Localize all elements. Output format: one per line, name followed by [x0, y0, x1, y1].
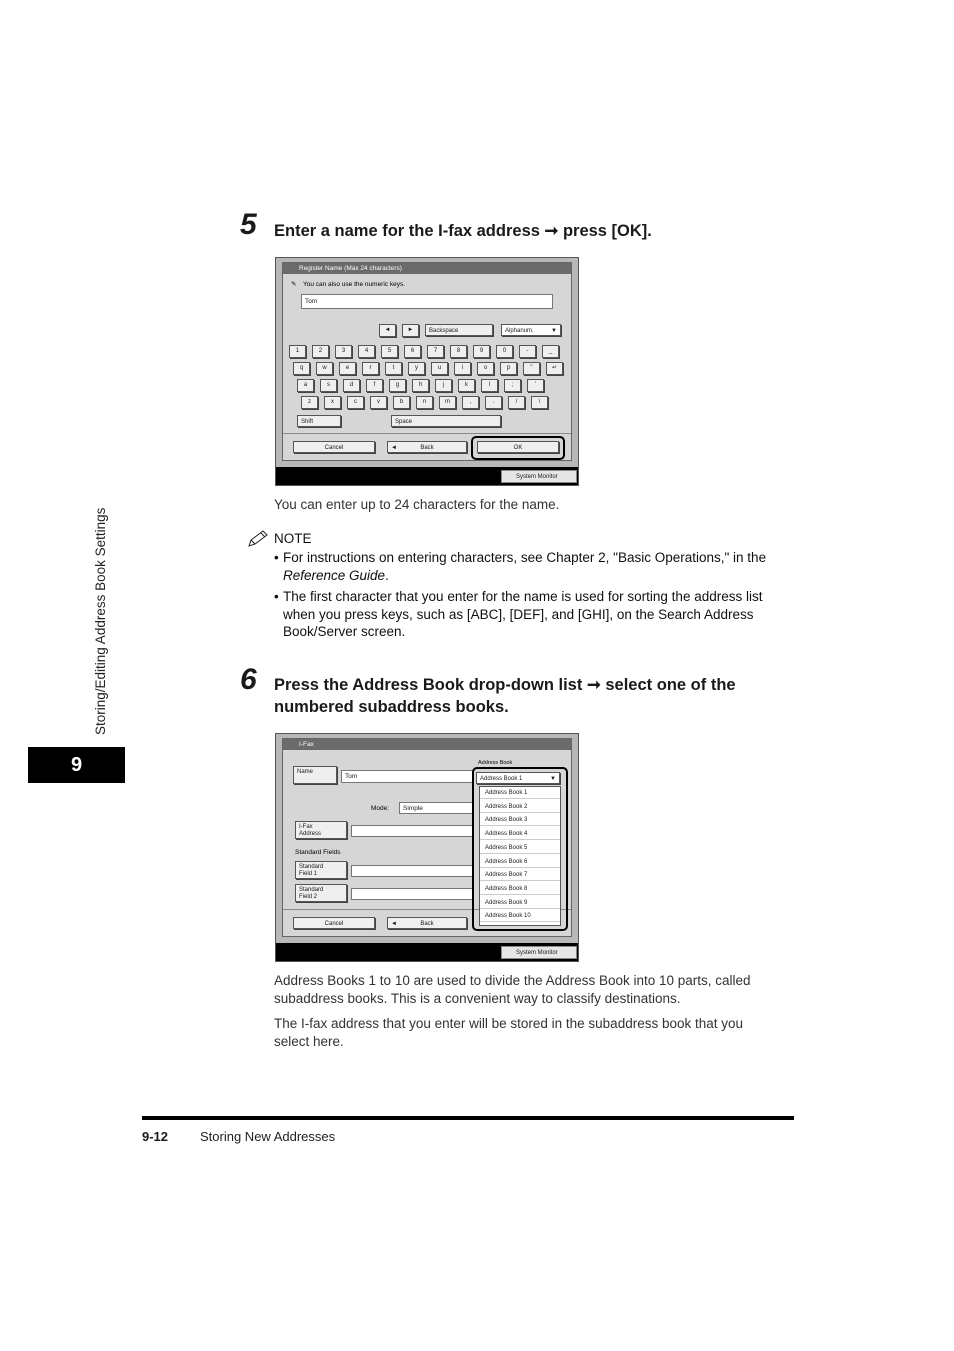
key-button[interactable]: ;: [504, 379, 521, 392]
note-pencil-icon: [246, 529, 270, 554]
back-label: Back: [420, 445, 434, 451]
key-button[interactable]: w: [316, 362, 333, 375]
ifax-address-field[interactable]: [351, 825, 473, 837]
key-button[interactable]: 5: [381, 345, 398, 358]
address-book-label: Address Book: [478, 760, 513, 766]
key-button[interactable]: y: [408, 362, 425, 375]
para2-line-1: The I-fax address that you enter will be stored in the subaddress book that you: [274, 1016, 744, 1031]
key-button[interactable]: 3: [335, 345, 352, 358]
key-button[interactable]: q: [293, 362, 310, 375]
key-button[interactable]: c: [347, 396, 364, 409]
address-book-option[interactable]: Address Book 4: [480, 828, 560, 840]
back-arrow-icon: ◄: [391, 921, 397, 927]
key-button[interactable]: l: [481, 379, 498, 392]
backspace-button[interactable]: Backspace: [425, 324, 493, 336]
shift-button[interactable]: Shift: [297, 415, 341, 427]
key-button[interactable]: 9: [473, 345, 490, 358]
address-book-option[interactable]: Address Book 3: [480, 814, 560, 826]
address-book-option[interactable]: Address Book 6: [480, 856, 560, 868]
key-button[interactable]: e: [339, 362, 356, 375]
key-button[interactable]: 8: [450, 345, 467, 358]
key-button[interactable]: _: [542, 345, 559, 358]
key-button[interactable]: ,: [462, 396, 479, 409]
para2-line-2: select here.: [274, 1033, 344, 1049]
cursor-right-button[interactable]: ►: [402, 324, 419, 337]
standard-field-2-button[interactable]: [295, 884, 347, 902]
address-book-option[interactable]: Address Book 8: [480, 883, 560, 895]
space-button[interactable]: Space: [391, 415, 501, 427]
std2-label-1: Standard: [299, 887, 324, 893]
cancel-button[interactable]: Cancel: [293, 917, 375, 929]
screen-title: Register Name (Max 24 characters): [283, 263, 571, 274]
step-6-text-a: Press the Address Book drop-down list: [274, 676, 583, 694]
input-mode-value: Alphanum.: [505, 328, 534, 334]
name-button[interactable]: Name: [293, 766, 337, 784]
step-6-text-b: select one of the: [605, 676, 736, 694]
chapter-tab: 9: [28, 747, 125, 783]
ifax-label-2: Address: [299, 831, 322, 837]
key-button[interactable]: 6: [404, 345, 421, 358]
note-label: NOTE: [274, 531, 312, 546]
note-bullet-2-line-2: when you press keys, such as [ABC], [DEF], and [GHI], on the Search Address: [283, 606, 754, 622]
register-name-screenshot: [275, 257, 579, 486]
name-input[interactable]: Tom: [301, 294, 553, 309]
std1-label-1: Standard: [299, 864, 324, 870]
para1-line-1: Address Books 1 to 10 are used to divide the Address Book into 10 parts, called: [274, 973, 751, 988]
key-button[interactable]: 0: [496, 345, 513, 358]
footer-title: Storing New Addresses: [200, 1129, 336, 1144]
key-button[interactable]: f: [366, 379, 383, 392]
mode-label: Mode:: [371, 805, 390, 812]
cursor-left-button[interactable]: ◄: [379, 324, 396, 337]
input-mode-select[interactable]: [501, 324, 561, 336]
arrow-icon: ➞: [544, 222, 559, 240]
key-button[interactable]: z: [301, 396, 318, 409]
std1-label-2: Field 1: [299, 871, 318, 877]
chevron-down-icon: ▼: [550, 776, 556, 782]
note-bullet-2-line-3: Book/Server screen.: [283, 624, 406, 639]
step-5-instruction: [274, 220, 652, 242]
key-button[interactable]: t: [385, 362, 402, 375]
address-book-option[interactable]: Address Book 2: [480, 801, 560, 813]
system-monitor-button[interactable]: System Monitor: [501, 470, 577, 483]
key-button[interactable]: n: [416, 396, 433, 409]
key-button[interactable]: u: [431, 362, 448, 375]
keyboard-icon: ✎: [291, 281, 297, 288]
standard-field-2-input[interactable]: [351, 888, 473, 900]
side-section-label: Storing/Editing Address Book Settings: [93, 507, 108, 735]
page-number: 9-12: [142, 1129, 169, 1144]
standard-fields-label: Standard Fields: [295, 849, 341, 856]
ifax-screenshot: [275, 733, 579, 962]
standard-field-1-button[interactable]: [295, 861, 347, 879]
cancel-button[interactable]: Cancel: [293, 441, 375, 453]
footer-rule: [142, 1116, 794, 1120]
key-button[interactable]: b: [393, 396, 410, 409]
name-field[interactable]: Tom: [341, 770, 473, 783]
key-button[interactable]: ": [523, 362, 540, 375]
address-book-option[interactable]: Address Book 9: [480, 897, 560, 909]
ok-button[interactable]: OK: [477, 441, 559, 453]
back-button[interactable]: [387, 441, 467, 453]
address-book-option[interactable]: Address Book 1: [480, 787, 560, 799]
note-bullet-1-period: .: [385, 567, 389, 583]
key-button[interactable]: x: [324, 396, 341, 409]
back-label: Back: [420, 921, 434, 927]
step-6-paragraph-1: [274, 972, 751, 1007]
chevron-down-icon: ▼: [551, 328, 557, 334]
note-bullet-2: • The first character that you enter for the name is used for sorting the address list when you press keys, such as [ABC], [DEF], and [GHI], on the Search Address Book/Server screen.: [274, 589, 763, 639]
key-button[interactable]: -: [519, 345, 536, 358]
numeric-hint: You can also use the numeric keys.: [303, 281, 406, 288]
key-button[interactable]: m: [439, 396, 456, 409]
key-button[interactable]: \: [531, 396, 548, 409]
address-book-option[interactable]: Address Book 10: [480, 910, 560, 922]
key-button[interactable]: 4: [358, 345, 375, 358]
key-button[interactable]: p: [500, 362, 517, 375]
ifax-address-button[interactable]: [295, 821, 347, 839]
key-button[interactable]: j: [435, 379, 452, 392]
address-book-option[interactable]: Address Book 7: [480, 869, 560, 881]
ifax-label-1: I-Fax: [299, 824, 313, 830]
std2-label-2: Field 2: [299, 894, 318, 900]
note-bullet-1: • For instructions on entering characters, see Chapter 2, "Basic Operations," in the Reference Guide.: [274, 550, 767, 583]
standard-field-1-input[interactable]: [351, 865, 473, 877]
address-book-option[interactable]: Address Book 5: [480, 842, 560, 854]
key-button[interactable]: i: [454, 362, 471, 375]
screen-title: I-Fax: [283, 739, 571, 750]
system-monitor-button[interactable]: System Monitor: [501, 946, 577, 959]
para1-line-2: subaddress books. This is a convenient way to classify destinations.: [274, 990, 681, 1006]
ok-highlight: [471, 436, 565, 460]
reference-guide-title: Reference Guide: [283, 567, 386, 583]
key-button[interactable]: v: [370, 396, 387, 409]
key-button[interactable]: h: [412, 379, 429, 392]
key-button[interactable]: o: [477, 362, 494, 375]
step-5-text-a: Enter a name for the I-fax address: [274, 222, 540, 240]
step-5-caption: You can enter up to 24 characters for the name.: [274, 497, 560, 512]
note-bullet-1-text: For instructions on entering characters, see Chapter 2, "Basic Operations," in the: [283, 550, 767, 565]
key-button[interactable]: ↵: [546, 362, 563, 375]
back-button[interactable]: [387, 917, 467, 929]
arrow-icon: ➞: [586, 676, 601, 694]
key-button[interactable]: 7: [427, 345, 444, 358]
dropdown-highlight: [472, 767, 568, 931]
key-button[interactable]: g: [389, 379, 406, 392]
step-6-instruction: [274, 674, 736, 718]
step-6-number: 6: [240, 663, 257, 696]
key-button[interactable]: 2: [312, 345, 329, 358]
key-button[interactable]: a: [297, 379, 314, 392]
address-book-selected: Address Book 1: [480, 776, 523, 782]
key-button[interactable]: d: [343, 379, 360, 392]
back-arrow-icon: ◄: [391, 445, 397, 451]
step-5-number: 5: [240, 208, 257, 241]
note-bullet-2-line-1: The first character that you enter for the name is used for sorting the address list: [283, 589, 763, 604]
step-5-text-b: press [OK].: [562, 222, 652, 240]
step-6-paragraph-2: [274, 1015, 743, 1050]
step-6-text-c: numbered subaddress books.: [274, 698, 509, 716]
key-button[interactable]: k: [458, 379, 475, 392]
key-button[interactable]: .: [485, 396, 502, 409]
key-button[interactable]: s: [320, 379, 337, 392]
key-button[interactable]: r: [362, 362, 379, 375]
mode-select[interactable]: Simple: [399, 802, 473, 814]
key-button[interactable]: /: [508, 396, 525, 409]
key-button[interactable]: ': [527, 379, 544, 392]
key-button[interactable]: 1: [289, 345, 306, 358]
